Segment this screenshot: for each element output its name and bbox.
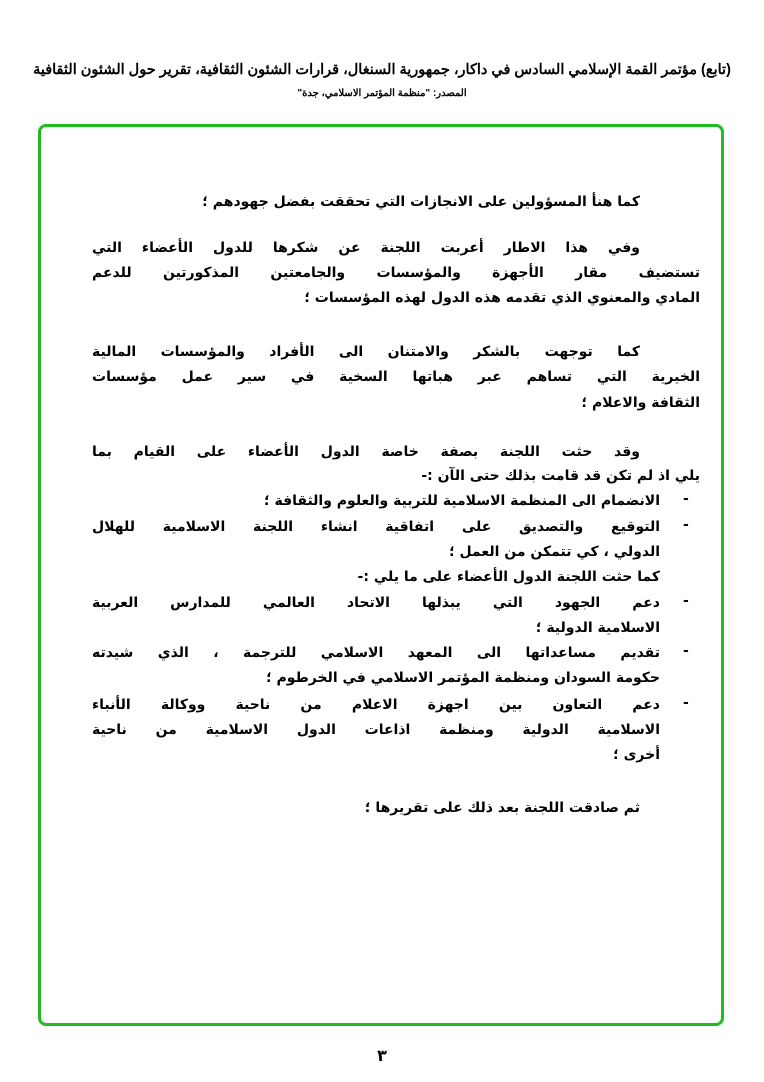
text-line: ثم صادقت اللجنة بعد ذلك على تقريرها ؛	[364, 800, 640, 816]
text-line: المادي والمعنوي الذي تقدمه هذه الدول لهذه المؤسسات ؛	[304, 290, 700, 306]
text-line: الاسلامية الدولية ومنظمة اذاعات الدول الاسلامية من ناحية	[92, 722, 660, 738]
text-line: وقد حثت اللجنة بصفة خاصة الدول الأعضاء على القيام بما	[92, 444, 640, 460]
list-item: الانضمام الى المنظمة الاسلامية للتربية والعلوم والثقافة ؛	[263, 493, 660, 509]
text-line: الاسلامية الدولية ؛	[535, 620, 660, 636]
text-line: الثقافة والاعلام ؛	[581, 395, 700, 411]
list-item: التوقيع والتصديق على اتفاقية انشاء اللجنة الاسلامية للهلال	[92, 519, 660, 535]
text-line: الخيرية التي تساهم عبر هباتها السخية في سير عمل مؤسسات	[92, 369, 700, 385]
text-line: أخرى ؛	[613, 747, 660, 763]
text-line: تستضيف مقار الأجهزة والمؤسسات والجامعتين المذكورتين للدعم	[92, 265, 700, 281]
bullet: -	[683, 643, 689, 659]
list-item: دعم التعاون بين اجهزة الاعلام من ناحية ووكالة الأنباء	[92, 697, 660, 713]
text-line: كما هنأ المسؤولين على الانجازات التي تحققت بفضل جهودهم ؛	[202, 194, 640, 210]
text-line: كما توجهت بالشكر والامتنان الى الأفراد والمؤسسات المالية	[92, 344, 640, 360]
text-line: حكومة السودان ومنظمة المؤتمر الاسلامي في الخرطوم ؛	[266, 670, 660, 686]
text-line: كما حثت اللجنة الدول الأعضاء على ما يلي :-	[357, 569, 660, 585]
list-item: تقديم مساعداتها الى المعهد الاسلامي للترجمة ، الذي شيدته	[92, 645, 660, 661]
document-source: المصدر: "منظمة المؤتمر الاسلامي، جدة"	[297, 88, 467, 99]
list-item: دعم الجهود التي يبذلها الاتحاد العالمي للمدارس العربية	[92, 595, 660, 611]
text-line: الدولي ، كي تتمكن من العمل ؛	[449, 544, 660, 560]
bullet: -	[683, 517, 689, 533]
page-number: ٣	[377, 1046, 387, 1065]
bullet: -	[683, 593, 689, 609]
text-line: يلي اذ لم تكن قد قامت بذلك حتى الآن :-	[421, 468, 700, 484]
document-title: (تابع) مؤتمر القمة الإسلامي السادس في داكار، جمهورية السنغال، قرارات الشئون الثقافية، تقرير حول الشئون الثقافية	[33, 62, 731, 78]
text-line: وفي هذا الاطار أعربت اللجنة عن شكرها للدول الأعضاء التي	[92, 240, 640, 256]
bullet: -	[683, 695, 689, 711]
bullet: -	[683, 491, 689, 507]
